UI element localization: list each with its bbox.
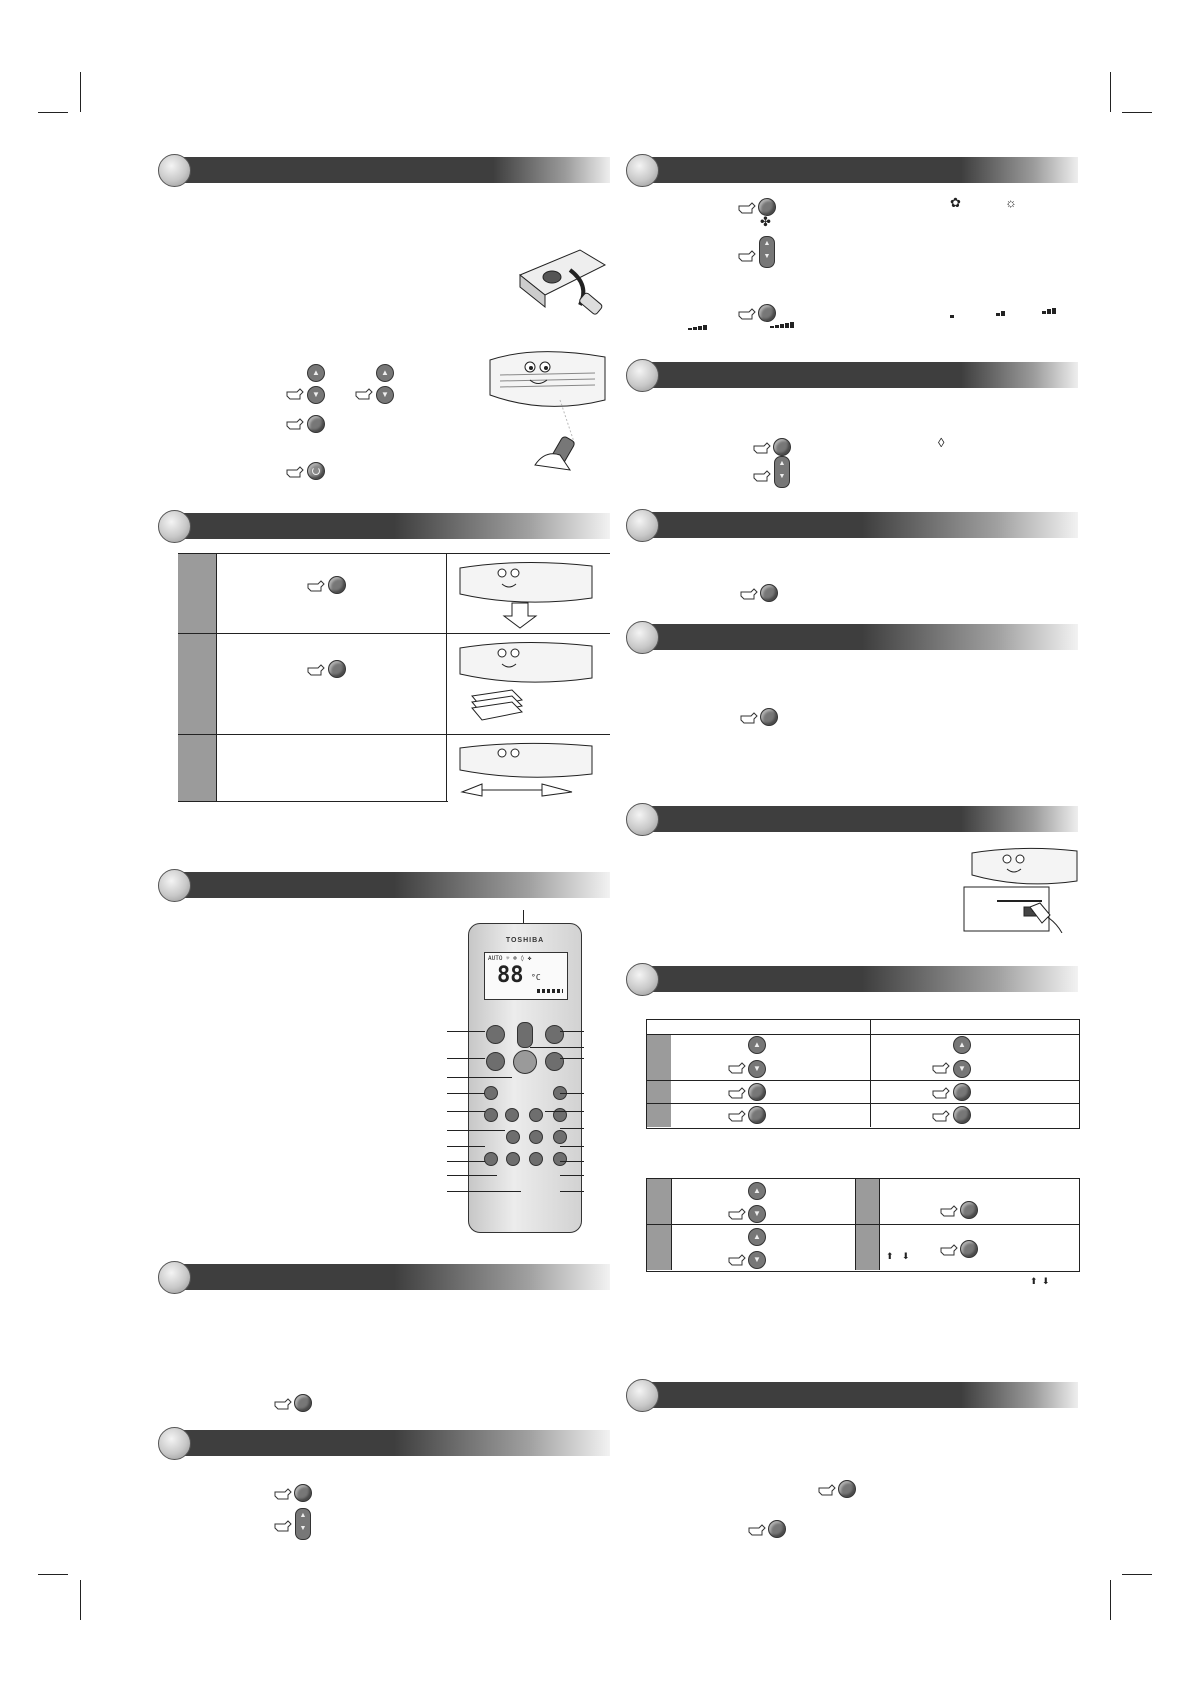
pointing-hand-icon [932, 1062, 950, 1074]
temp-up-button[interactable]: ▲ [307, 364, 325, 382]
pointing-hand-icon [728, 1254, 746, 1266]
section-number-badge [158, 510, 191, 543]
remote-temp-rocker[interactable] [517, 1022, 533, 1048]
remote-on-down-button[interactable] [506, 1152, 520, 1166]
pointing-hand-icon [932, 1087, 950, 1099]
fan-speed-auto-icon [688, 326, 707, 330]
remote-timer-button[interactable] [484, 1108, 498, 1122]
crop-mark [80, 72, 81, 112]
leader-line [447, 1093, 485, 1094]
leader-line [447, 1130, 505, 1131]
program-on-down-button[interactable]: ▼ [748, 1205, 766, 1223]
lcd-unit: °C [531, 973, 541, 982]
remote-off-up-button[interactable] [529, 1130, 543, 1144]
pointing-hand-icon [307, 580, 325, 592]
leader-line [560, 1093, 584, 1094]
leader-line [545, 1111, 584, 1112]
remote-lcd [484, 952, 568, 1000]
crop-mark [1110, 1580, 1111, 1620]
leader-line [523, 910, 524, 923]
section-header-5 [160, 1430, 610, 1456]
timer-off-down-button[interactable]: ▼ [953, 1060, 971, 1078]
remote-clock-button[interactable] [484, 1152, 498, 1166]
fan-speed-max-icon [770, 324, 794, 328]
section-header-2 [160, 513, 610, 539]
power-button[interactable] [307, 462, 325, 480]
remote-on-up-button[interactable] [506, 1130, 520, 1144]
leader-line [560, 1161, 584, 1162]
remote-off-button[interactable] [529, 1108, 543, 1122]
pointing-hand-icon [753, 442, 771, 454]
leader-line [560, 1191, 584, 1192]
crop-mark [1122, 1574, 1152, 1575]
eco-button[interactable] [760, 584, 778, 602]
leader-line [447, 1031, 485, 1032]
remote-set-button[interactable] [553, 1130, 567, 1144]
section-number-badge [158, 1427, 191, 1460]
remote-swing-button[interactable] [486, 1052, 505, 1071]
fan-icon: ✤ [760, 214, 771, 229]
section-number-badge [158, 1261, 191, 1294]
sun-icon: ☼ [1005, 195, 1017, 210]
timer-on-down-button[interactable]: ▼ [748, 1060, 766, 1078]
timer-on-set-button[interactable] [748, 1083, 766, 1101]
table-divider [446, 553, 447, 801]
battery-remote-illustration [510, 235, 610, 335]
leader-line [447, 1058, 485, 1059]
pointing-hand-icon [753, 470, 771, 482]
fan-speed-high-icon [1042, 310, 1056, 314]
timer-table [646, 1019, 1080, 1129]
lcd-bars [537, 989, 563, 993]
section-header-11 [628, 966, 1078, 992]
remote-mode-button[interactable] [486, 1025, 505, 1044]
pointing-hand-icon [738, 250, 756, 262]
remote-off-down-button[interactable] [529, 1152, 543, 1166]
quiet-button[interactable] [760, 708, 778, 726]
leader-line [530, 1047, 584, 1048]
table-divider [646, 1080, 1080, 1081]
pointing-hand-icon [286, 466, 304, 478]
section-number-badge [158, 869, 191, 902]
remote-hipower-button[interactable] [484, 1086, 498, 1100]
section-header-8 [628, 512, 1078, 538]
leader-line [560, 1031, 584, 1032]
pointing-hand-icon [728, 1087, 746, 1099]
program-set-button[interactable] [960, 1201, 978, 1219]
program-on-up-button[interactable]: ▲ [748, 1182, 766, 1200]
pointing-hand-icon [307, 664, 325, 676]
section-header-4 [160, 1264, 610, 1290]
hipower-button[interactable] [294, 1394, 312, 1412]
leader-line [447, 1111, 485, 1112]
crop-mark [1110, 72, 1111, 112]
section-header-10 [628, 806, 1078, 832]
pointing-hand-icon [818, 1484, 836, 1496]
timer-off-clear-button[interactable] [953, 1106, 971, 1124]
fix-louver-button[interactable] [328, 576, 346, 594]
table-divider [178, 801, 448, 802]
pointing-hand-icon [728, 1062, 746, 1074]
lcd-digits: 88 [497, 963, 524, 988]
lcd-small-text: AUTO ☼ ❄ ◊ ✤ [488, 955, 532, 962]
indoor-unit-horizontal-airflow-illustration [452, 740, 602, 798]
crop-mark [38, 1574, 68, 1575]
pointing-hand-icon [274, 1520, 292, 1532]
section-header-12 [628, 1382, 1078, 1408]
indoor-unit-pointing-illustration [475, 345, 615, 475]
remote-on-button[interactable] [505, 1108, 519, 1122]
fan-speed-mid-icon [996, 312, 1005, 316]
section-header-1 [160, 157, 610, 183]
leader-line [560, 1175, 584, 1176]
timer-on-clear-button[interactable] [748, 1106, 766, 1124]
table-divider [216, 553, 217, 801]
timer-on-up-button[interactable]: ▲ [748, 1036, 766, 1054]
program-off-down-button[interactable]: ▼ [748, 1251, 766, 1269]
table-divider [646, 1224, 1080, 1225]
timer-off-up-button[interactable]: ▲ [953, 1036, 971, 1054]
section-header-9 [628, 624, 1078, 650]
table-divider [646, 1103, 1080, 1104]
table-divider [178, 734, 610, 735]
section-number-badge [626, 509, 659, 542]
section-number-badge [626, 154, 659, 187]
temp-rocker-button[interactable] [759, 236, 775, 268]
pointing-hand-icon [740, 588, 758, 600]
remote-fix-button[interactable] [545, 1052, 564, 1071]
pointing-hand-icon [286, 388, 304, 400]
leader-line [447, 1146, 485, 1147]
down-arrow-icon: ▼ [778, 473, 786, 480]
pointing-hand-icon [728, 1110, 746, 1122]
remote-reset-button[interactable] [553, 1152, 567, 1166]
down-arrow-icon: ▼ [299, 1525, 307, 1532]
section-number-badge [626, 359, 659, 392]
clear-button[interactable] [768, 1520, 786, 1538]
section-number-badge [626, 621, 659, 654]
swing-button[interactable] [328, 660, 346, 678]
leader-line [560, 1058, 584, 1059]
up-arrow-icon: ▲ [763, 240, 771, 247]
indoor-unit-vertical-airflow-illustration [452, 558, 602, 630]
section-number-badge [626, 803, 659, 836]
mode-button[interactable] [773, 438, 791, 456]
crop-mark [80, 1580, 81, 1620]
pointing-hand-icon [738, 308, 756, 320]
section-number-badge [626, 963, 659, 996]
snowflake-icon: ✿ [950, 195, 961, 210]
table-divider [178, 633, 610, 634]
pointing-hand-icon [728, 1208, 746, 1220]
temp-down-button[interactable]: ▼ [376, 386, 394, 404]
table-divider [178, 553, 610, 554]
section-header-7 [628, 362, 1078, 388]
leader-line [560, 1128, 584, 1129]
leader-line [560, 1146, 584, 1147]
remote-fan-button[interactable] [545, 1025, 564, 1044]
set-button[interactable] [307, 415, 325, 433]
remote-brand: TOSHIBA [505, 937, 545, 944]
leader-line [447, 1161, 485, 1162]
arrow-up-icon: ⬆ [886, 1251, 894, 1261]
pointing-hand-icon [274, 1398, 292, 1410]
timer-off-set-button[interactable] [953, 1083, 971, 1101]
table-side-column [647, 1035, 671, 1127]
temp-up-button[interactable]: ▲ [376, 364, 394, 382]
fan-speed-button[interactable] [758, 304, 776, 322]
temp-rocker-button[interactable] [295, 1508, 311, 1540]
indoor-unit-swing-illustration [452, 638, 602, 730]
table-divider [646, 1034, 1080, 1035]
crop-mark [1122, 112, 1152, 113]
pointing-hand-icon [940, 1244, 958, 1256]
temporary-switch-illustration [962, 845, 1080, 933]
leader-line [447, 1191, 521, 1192]
pointing-hand-icon [738, 202, 756, 214]
drop-icon: ◊ [938, 435, 945, 450]
pointing-hand-icon [286, 418, 304, 430]
section-number-badge [626, 1379, 659, 1412]
leader-line [447, 1175, 497, 1176]
set-button[interactable] [838, 1480, 856, 1498]
pointing-hand-icon [740, 712, 758, 724]
table-divider [870, 1019, 871, 1127]
arrow-down-icon: ⬇ [1042, 1276, 1050, 1286]
down-arrow-icon: ▼ [763, 253, 771, 260]
table-side-column [178, 553, 216, 801]
up-arrow-icon: ▲ [299, 1512, 307, 1519]
leader-line [447, 1077, 512, 1078]
pointing-hand-icon [274, 1488, 292, 1500]
temp-down-button[interactable]: ▼ [307, 386, 325, 404]
temp-rocker-button[interactable] [774, 456, 790, 488]
arrow-up-icon: ⬆ [1030, 1276, 1038, 1286]
remote-power-button[interactable] [513, 1050, 537, 1074]
up-arrow-icon: ▲ [778, 460, 786, 467]
section-header-6 [628, 157, 1078, 183]
pointing-hand-icon [355, 388, 373, 400]
program-off-up-button[interactable]: ▲ [748, 1228, 766, 1246]
section-number-badge [158, 154, 191, 187]
fan-speed-low-icon [950, 314, 954, 318]
remote-controller [468, 923, 582, 1233]
arrow-down-icon: ⬇ [902, 1251, 910, 1261]
pointing-hand-icon [932, 1110, 950, 1122]
mode-button[interactable] [294, 1484, 312, 1502]
section-header-3 [160, 872, 610, 898]
pointing-hand-icon [748, 1524, 766, 1536]
crop-mark [38, 112, 68, 113]
program-clear-button[interactable] [960, 1240, 978, 1258]
pointing-hand-icon [940, 1205, 958, 1217]
